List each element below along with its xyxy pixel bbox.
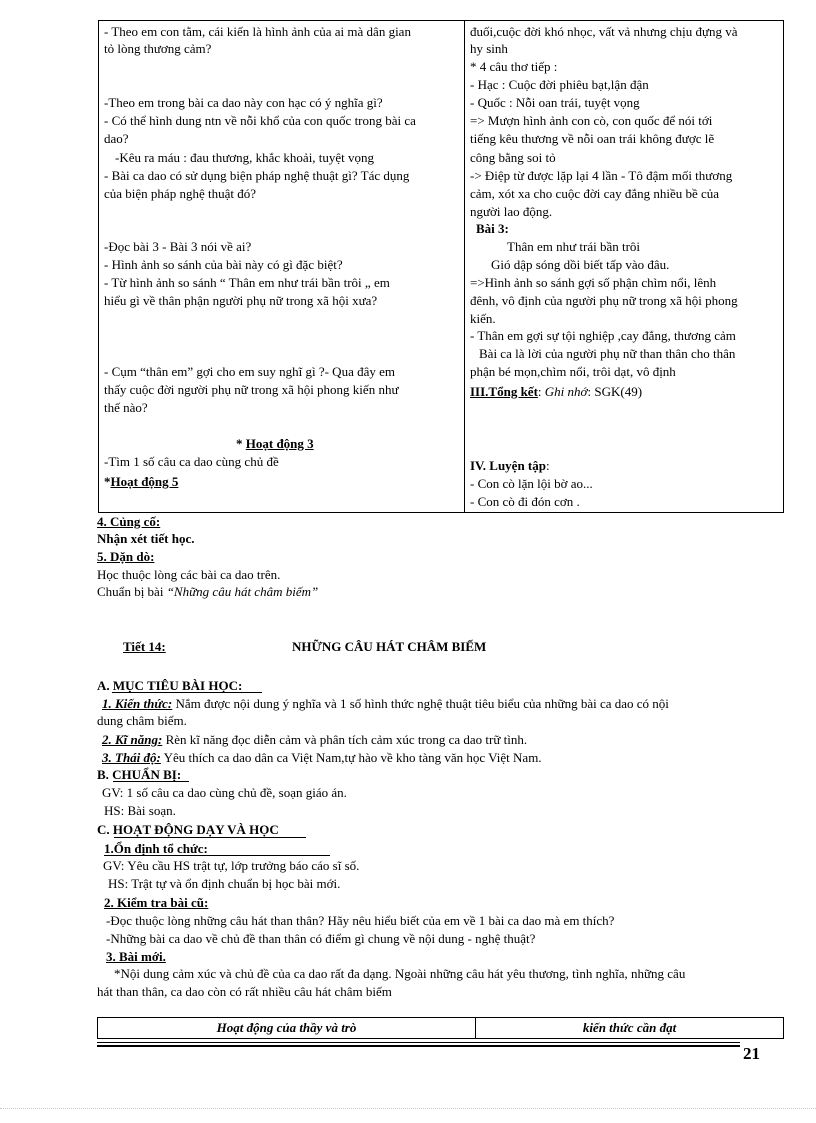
knowledge-line: - Thân em gợi sự tội nghiệp ,cay đắng, thương cảm	[470, 328, 736, 343]
knowledge-line: =>Hình ảnh so sánh gợi số phận chìm nổi, lênh	[470, 275, 717, 290]
question-line: thế nào?	[104, 400, 148, 415]
poem-line: Gió dập sóng dồi biết tấp vào đâu.	[491, 257, 670, 272]
knowledge-line: * 4 câu thơ tiếp :	[470, 59, 558, 74]
knowledge-line: cảm, xót xa cho cuộc đời cay đắng nhiều bề của	[470, 186, 720, 201]
objective-attitude: 3. Thái độ: Yêu thích ca dao dân ca Việt Nam,tự hào về kho tàng văn học Việt Nam.	[102, 750, 542, 765]
section-b-heading: B. CHUẨN BỊ:	[97, 767, 182, 782]
heading-underline	[114, 837, 306, 838]
review-question: -Những bài ca dao về chủ đề than thân có điểm gì chung về nội dung - nghệ thuật?	[106, 931, 536, 946]
prep-teacher: GV: 1 số câu ca dao cùng chủ đề, soạn giáo án.	[102, 785, 347, 800]
knowledge-column	[465, 21, 784, 513]
knowledge-line: => Mượn hình ảnh con cò, con quốc để nói tới	[470, 113, 713, 128]
practice-heading: IV. Luyện tập:	[470, 458, 550, 473]
step-3-heading: 3. Bài mới.	[106, 949, 166, 964]
activity-task: -Tìm 1 số câu ca dao cùng chủ đề	[104, 454, 279, 469]
lesson-title: NHỮNG CÂU HÁT CHÂM BIẾM	[292, 639, 487, 654]
knowledge-line: người lao động.	[470, 204, 553, 219]
activity-heading: *Hoạt động 5	[104, 474, 179, 489]
activity-table	[98, 20, 784, 513]
section-dan-do: 5. Dặn dò:	[97, 549, 155, 564]
knowledge-line: phận bé mọn,chìm nổi, trôi dạt, vô định	[470, 364, 676, 379]
activity-table-header	[97, 1017, 784, 1039]
question-line: -Theo em trong bài ca dao này con hạc có ý nghĩa gì?	[104, 95, 383, 110]
answer-line: -Kêu ra máu : đau thương, khắc khoải, tuyệt vọng	[115, 150, 375, 165]
section-a-heading: A. MỤC TIÊU BÀI HỌC:	[97, 678, 243, 693]
knowledge-line: tiếng kêu thương về nỗi oan trái không được lẽ	[470, 131, 715, 146]
homework-line: Chuẩn bị bài “Những câu hát châm biếm”	[97, 584, 319, 599]
knowledge-line: -> Điệp từ được lặp lại 4 lần - Tô đậm mối thương	[470, 168, 733, 183]
footer-rule	[97, 1045, 740, 1047]
nhan-xet-text: Nhận xét tiết học.	[97, 531, 195, 546]
question-line: - Bài ca dao có sử dụng biện pháp nghệ thuật gì? Tác dụng	[104, 168, 410, 183]
prep-student: HS: Bài soạn.	[104, 803, 176, 818]
step-1-teacher: GV: Yêu cầu HS trật tự, lớp trưởng báo cáo sĩ số.	[103, 858, 360, 873]
page-number: 21	[743, 1044, 760, 1063]
knowledge-line: đênh, vô định của người phụ nữ trong xã hội phong	[470, 293, 738, 308]
knowledge-line: công bằng soi tỏ	[470, 150, 556, 165]
step-2-heading: 2. Kiểm tra bài cũ:	[104, 895, 209, 910]
intro-text: *Nội dung cảm xúc và chủ đề của ca dao rất đa dạng. Ngoài những câu hát yêu thương, tình nghĩa, những câu	[114, 966, 686, 981]
knowledge-line: - Quốc : Nỗi oan trái, tuyệt vọng	[470, 95, 640, 110]
question-line: - Có thể hình dung ntn về nỗi khổ của con quốc trong bài ca	[104, 113, 416, 128]
question-line: - Theo em con tằm, cái kiến là hình ảnh của ai mà dân gian	[104, 24, 411, 39]
question-line: - Hình ảnh so sánh của bài này có gì đặc biệt?	[104, 257, 343, 272]
poem-heading: Bài 3:	[476, 221, 509, 236]
step-1-student: HS: Trật tự và ổn định chuẩn bị học bài mới.	[108, 876, 341, 891]
knowledge-line: đuối,cuộc đời khó nhọc, vất vả nhưng chịu đựng và	[470, 24, 738, 39]
knowledge-line: hy sinh	[470, 41, 508, 56]
objective-knowledge-cont: dung châm biếm.	[97, 713, 187, 728]
footer-rule	[97, 1042, 740, 1043]
homework-line: Học thuộc lòng các bài ca dao trên.	[97, 567, 281, 582]
knowledge-line: kiến.	[470, 311, 496, 326]
review-question: -Đọc thuộc lòng những câu hát than thân? Hãy nêu hiểu biết của em về 1 bài ca dao mà em thích?	[106, 913, 615, 928]
intro-text: hát than thân, ca dao còn có rất nhiều câu hát châm biếm	[97, 984, 392, 999]
question-line: -Đọc bài 3 - Bài 3 nói về ai?	[104, 239, 252, 254]
question-line: tỏ lòng thương cảm?	[104, 41, 212, 56]
question-line: của biện pháp nghệ thuật đó?	[104, 186, 256, 201]
teacher-student-column	[99, 21, 465, 513]
heading-underline	[113, 781, 189, 782]
heading-underline	[104, 855, 330, 856]
activity-heading: * Hoạt động 3	[236, 436, 314, 451]
objective-knowledge: 1. Kiến thức: Nắm được nội dung ý nghĩa và 1 số hình thức nghệ thuật tiêu biểu của những bài ca dao có nội	[102, 696, 669, 711]
practice-line: - Con cò đi đón cơn .	[470, 494, 580, 509]
summary-line: III.Tổng kết: Ghi nhớ: SGK(49)	[470, 384, 643, 399]
column-header-activities: Hoạt động của thầy và trò	[98, 1018, 476, 1039]
question-line: - Cụm “thân em” gợi cho em suy nghĩ gì ?- Qua đây em	[104, 364, 395, 379]
section-c-heading: C. HOẠT ĐỘNG DẠY VÀ HỌC	[97, 822, 279, 837]
knowledge-line: - Hạc : Cuộc đời phiêu bạt,lận đận	[470, 77, 649, 92]
step-1-heading: 1.Ổn định tổ chức:	[104, 841, 208, 856]
question-line: thấy cuộc đời người phụ nữ trong xã hội phong kiến như	[104, 382, 399, 397]
question-line: dao?	[104, 131, 129, 146]
column-header-knowledge: kiến thức cần đạt	[476, 1018, 784, 1039]
objective-skills: 2. Kĩ năng: Rèn kĩ năng đọc diễn cảm và phân tích cảm xúc trong ca dao trữ tình.	[102, 732, 528, 747]
section-cung-co: 4. Củng cố:	[97, 514, 161, 529]
poem-line: Thân em như trái bần trôi	[507, 239, 641, 254]
knowledge-line: Bài ca là lời của người phụ nữ than thân cho thân	[479, 346, 736, 361]
question-line: - Từ hình ảnh so sánh “ Thân em như trái bần trôi „ em	[104, 275, 390, 290]
practice-line: - Con cò lặn lội bờ ao...	[470, 476, 593, 491]
question-line: hiểu gì về thân phận người phụ nữ trong xã hội xưa?	[104, 293, 378, 308]
page-bottom-edge	[0, 1108, 816, 1109]
heading-underline	[112, 692, 262, 693]
lesson-number: Tiết 14:	[123, 639, 166, 654]
